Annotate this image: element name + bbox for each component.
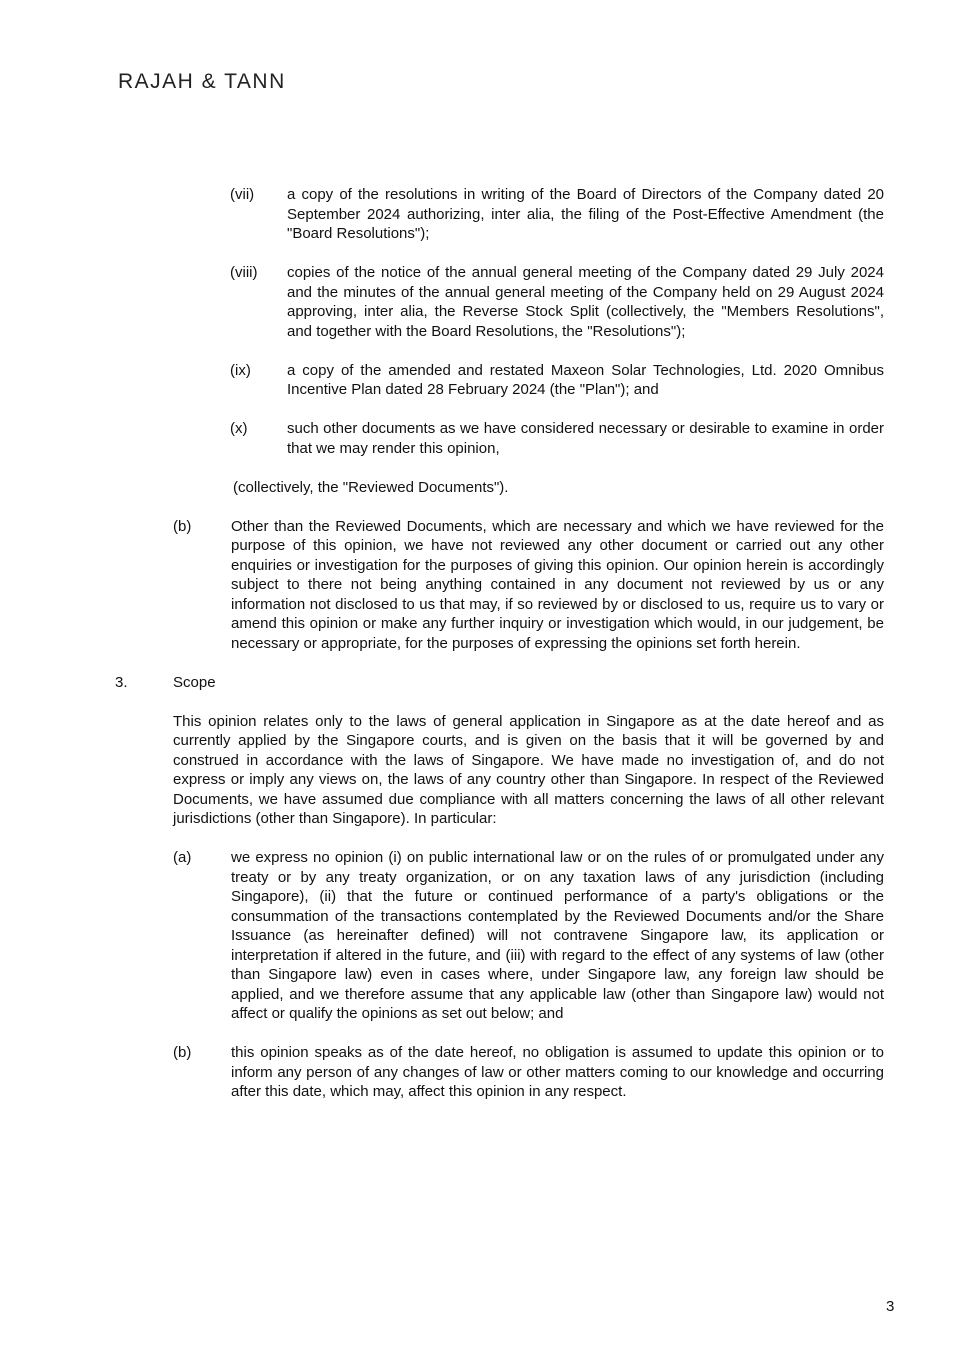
item-label: (x) — [230, 420, 248, 437]
section-heading — [0, 673, 964, 693]
document-body — [0, 185, 964, 1121]
list-item — [0, 263, 964, 341]
item-label: (a) — [173, 849, 192, 866]
firm-logo: RAJAH & TANN — [118, 70, 286, 93]
item-text: a copy of the resolutions in writing of the Board of Directors of the Company dated 20 September 2024 authorizing, inter alia, the filing of the Post-Effective Amendment (the "Board Resolutions"); — [287, 186, 884, 242]
section-title: Scope — [173, 673, 216, 691]
item-text: a copy of the amended and restated Maxeon Solar Technologies, Ltd. 2020 Omnibus Incentive Plan dated 28 February 2024 (the "Plan"); and — [287, 361, 884, 398]
item-label: (ix) — [230, 361, 251, 379]
item-label: (vii) — [230, 186, 255, 203]
item-text: Other than the Reviewed Documents, which are necessary and which we have reviewed for the purpose of this opinion, we have not reviewed any other document or carried out any other enquiries or investigation for the purposes of giving this opinion. Our opinion herein is accordingly subject to there not being anything contained in any document not reviewed by us or any information not disclosed to us that may, if so reviewed by or disclosed to us, require us to vary or amend this opinion or make any further inquiry or investigation which would, in our judgement, be necessary or appropriate, for the purposes of expressing the opinions set forth herein. — [231, 517, 884, 652]
paragraph-b — [0, 517, 964, 654]
item-label: (b) — [173, 1044, 192, 1061]
list-item — [0, 361, 964, 400]
item-text: this opinion speaks as of the date hereof, no obligation is assumed to update this opinion or to inform any person of any changes of law or other matters coming to our knowledge and occurring after this date, which may, affect this opinion in any respect. — [231, 1044, 884, 1100]
list-item — [0, 848, 964, 1024]
list-item — [0, 419, 964, 458]
list-item — [0, 1043, 964, 1102]
item-label: (viii) — [230, 264, 258, 281]
item-text: such other documents as we have considered necessary or desirable to examine in order that we may render this opinion, — [287, 420, 884, 457]
page-number: 3 — [886, 1298, 895, 1315]
item-text: copies of the notice of the annual general meeting of the Company dated 29 July 2024 and the minutes of the annual general meeting of the Company held on 29 August 2024 approving, inter alia, the Reverse Stock Split (collectively, the "Members Resolutions", and together with the Board Resolutions, the "Resolutions"); — [287, 264, 884, 340]
collectively-text: (collectively, the "Reviewed Documents"). — [233, 478, 509, 496]
section-number: 3. — [115, 673, 128, 691]
list-item — [0, 185, 964, 244]
item-text: we express no opinion (i) on public international law or on the rules of or promulgated under any treaty or by any treaty organization, or on any taxation laws of any jurisdiction (including Singapore), (ii) that the future or continued performance of a party's obligations or the consummation of the transactions contemplated by the Reviewed Documents and/or the Share Issuance (as hereinafter defined) will not contravene Singapore law, its application or interpretation if altered in the future, and (iii) with regard to the effect of any systems of law (other than Singapore law) even in cases where, under Singapore law, any foreign law should be applied, and we therefore assume that any applicable law (other than Singapore law) would not affect or qualify the opinions as set out below; and — [231, 849, 884, 1022]
item-label: (b) — [173, 517, 192, 535]
section-intro: This opinion relates only to the laws of general application in Singapore as at the date hereof and as currently applied by the Singapore courts, and is given on the basis that it will be governed by and construed in accordance with the laws of Singapore. We have made no investigation of, and do not express or imply any views on, the laws of any country other than Singapore. In respect of the Reviewed Documents, we have assumed due compliance with all matters concerning the laws of all other relevant jurisdictions (other than Singapore). In particular: — [173, 712, 884, 827]
